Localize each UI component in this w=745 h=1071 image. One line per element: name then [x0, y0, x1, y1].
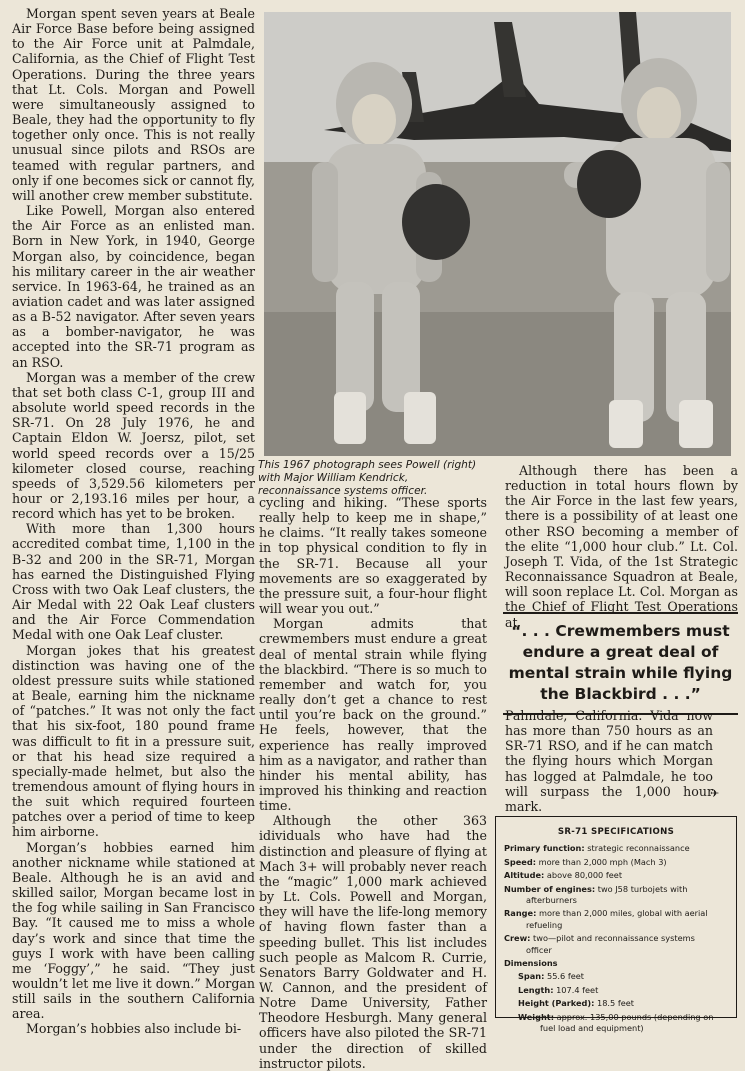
paragraph: Although the other 363 idividuals who have had the distinction and pleasure of flying at Mach 3+ will probably never reach the “magic” 1,000 mark achieved by Lt. Cols. Powell and Morgan, they will have the life-long memory of having flown faster than a speeding bullet. This list includes such people as Malcom R. Currie, Senators Barry Goldwater and H. W. Cannon, and the president of Notre Dame University, Father Theodore Hesburgh. Many general officers have also piloted the SR-71 under the direction of skilled instructor pilots. — [259, 813, 487, 1071]
spec-primary-function: Primary function: strategic reconnaissance — [504, 843, 690, 854]
spec-weight: Weight: approx. 135,00 pounds (depending on fuel load and equipment) — [518, 1011, 714, 1034]
pull-quote: “. . . Crewmembers must endure a great deal of mental strain while flying the Blackbird . . .” — [503, 612, 738, 715]
column-middle — [259, 495, 487, 1071]
specs-title: SR-71 SPECIFICATIONS — [557, 827, 675, 837]
spec-length: Length: 107.4 feet — [518, 984, 599, 995]
spec-speed: Speed: more than 2,000 mph (Mach 3) — [504, 856, 667, 867]
paragraph: Morgan’s hobbies also include bi- — [26, 1021, 242, 1037]
paragraph: Although there has been a reduction in total hours flown by the Air Force in the last few years, there is a possibility of at least one other RSO becoming a member of the elite “1,000 hour club.” Lt. Col. Joseph T. Vida, of the 1st Strategic Reconnaissance Squadron at Beale, will soon replace Lt. Col. Morgan as the Chief of Flight Test Operations at — [505, 463, 738, 630]
spec-range: Range: more than 2,000 miles, global with aerial refueling — [504, 908, 708, 930]
photo-caption: This 1967 photograph sees Powell (right) with Major William Kendrick, reconnaissance systems officer. — [258, 459, 477, 498]
column-left — [12, 6, 255, 1037]
paragraph: Morgan admits that crewmembers must endure a great deal of mental strain while flying the blackbird. “There is so much to remember and watch for, you really don’t get a chance to rest until you’re back on the ground.” He feels, however, that the experience has really improved him as a navigator, and rather than hinder his mental ability, has improved his thinking and reaction time. — [259, 616, 487, 814]
photo-illustration — [264, 12, 731, 456]
spec-dimensions: Dimensions — [504, 958, 558, 969]
spec-span: Span: 55.6 feet — [518, 971, 584, 982]
column-right — [505, 463, 738, 630]
paragraph: Like Powell, Morgan also entered the Air Force as an enlisted man. Born in New York, in 1940, George Morgan also, by coincidence, began his military career in the air weather service. In 1963-64, he trained as an aviation cadet and was later assigned as a B-52 navigator. After seven years as a bomber-navigator, he was accepted into the SR-71 program as an RSO. — [12, 203, 255, 370]
paragraph: cycling and hiking. “These sports really help to keep me in shape,” he claims. “It really takes someone in top physical condition to fly in the SR-71. Because all your movements are so exaggerated by the pressure suit, a four-hour flight will wear you out.” — [259, 495, 487, 617]
column-right-continued — [505, 708, 713, 814]
spec-crew: Crew: two—pilot and reconnaissance systems officer — [504, 933, 695, 955]
paragraph: Morgan spent seven years at Beale Air Force Base before being assigned to the Air Force unit at Palmdale, California, as the Chief of Flight Test Operations. During the three years that Lt. Cols. Morgan and Powell were simultaneously assigned to Beale, they had the opportunity to fly together only once. This is not really unusual since pilots and RSOs are teamed with regular partners, and only if one becomes sick or cannot fly, will another crew member substitute. — [12, 6, 255, 203]
paragraph: With more than 1,300 hours accredited combat time, 1,100 in the B-32 and 200 in the SR-71, Morgan has earned the Distinguished Flying Cross with two Oak Leaf clusters, the Air Medal with 22 Oak Leaf clusters and the Air Force Commendation Medal with one Oak Leaf cluster. — [12, 521, 255, 643]
aircraft-icon: ✈ — [710, 787, 720, 800]
spec-altitude: Altitude: above 80,000 feet — [504, 870, 623, 881]
spec-engines: Number of engines: two J58 turbojets with afterburners — [504, 883, 688, 906]
paragraph: Morgan jokes that his greatest distinction was having one of the oldest pressure suits while stationed at Beale, earning him the nickname of “patches.” It was not only the fact that his six-foot, 180 pound frame was difficult to fit in a pressure suit, or that his head size required a specially-made helmet, but also the tremendous amount of flying hours in the suit which required fourteen patches over a period of time to keep him airborne. — [12, 642, 255, 840]
paragraph: Morgan was a member of the crew that set both class C-1, group III and absolute world speed records in the SR-71. On 28 July 1976, he and Captain Eldon W. Joersz, pilot, set world speed records over a 15/25 kilometer closed course, reaching speeds of 3,529.56 kilometers per hour or 2,193.16 miles per hour, a record which has yet to be broken. — [12, 369, 255, 522]
crew-photo — [264, 12, 731, 456]
spec-height: Height (Parked): 18.5 feet — [518, 998, 635, 1009]
specifications-box — [495, 816, 737, 1034]
paragraph: Morgan’s hobbies earned him another nickname while stationed at Beale. Although he is an avid and skilled sailor, Morgan became lost in the fog while sailing in San Francisco Bay. “It caused me to miss a whole day’s work and since that time the guys I work with have been calling me ‘Foggy’,” he said. “They just wouldn’t let me live it down.” Morgan still sails in the southern California area. — [12, 839, 255, 1022]
paragraph: Palmdale, California. Vida now has more than 750 hours as an SR-71 RSO, and if he can match the flying hours which Morgan has logged at Palmdale, he too will surpass the 1,000 hour mark. — [505, 708, 713, 814]
